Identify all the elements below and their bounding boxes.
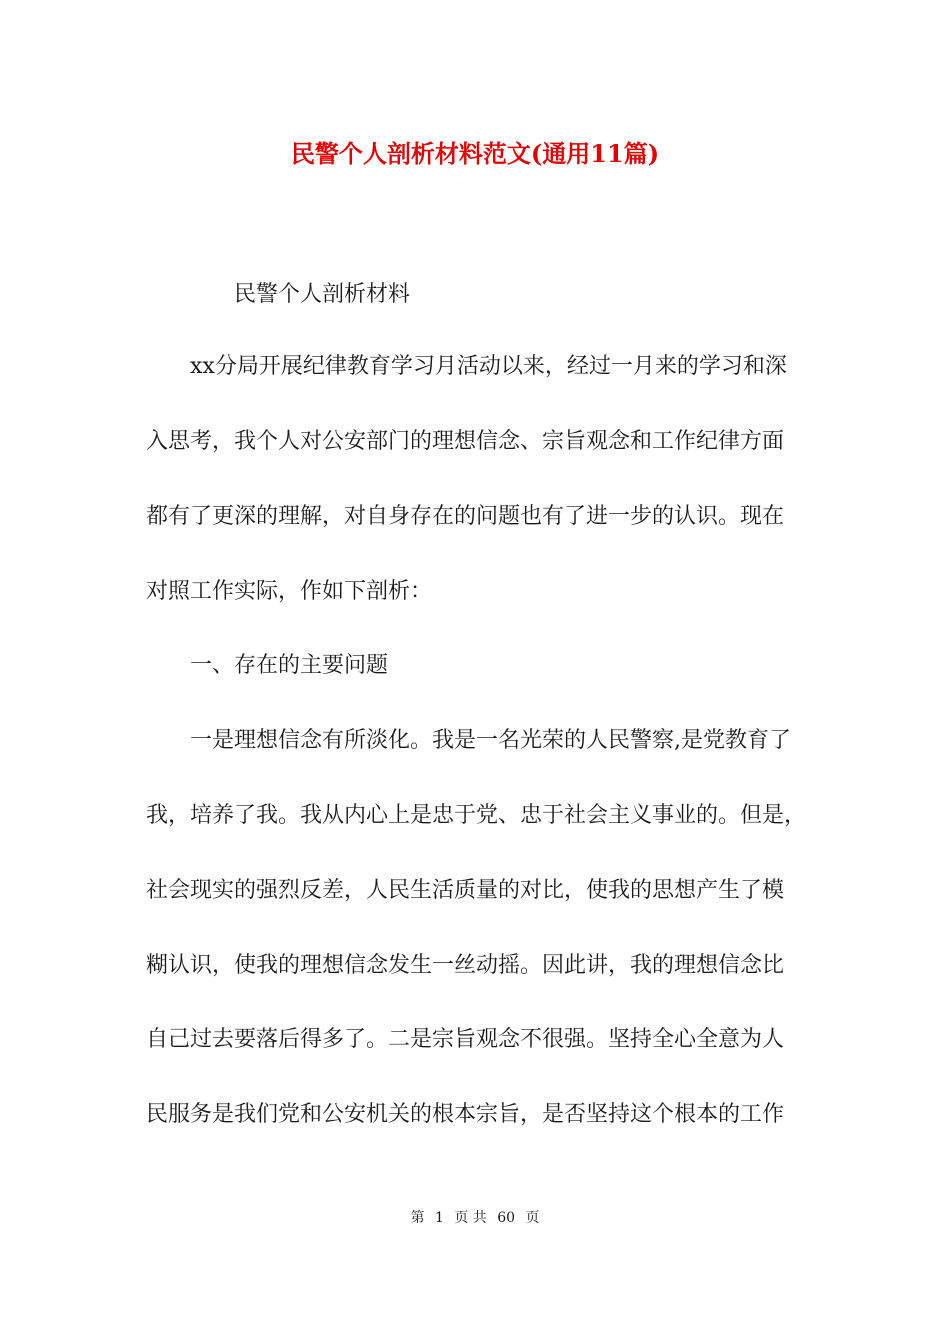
footer-current-page: 1 bbox=[434, 1210, 444, 1226]
paragraph-line: 民服务是我们党和公安机关的根本宗旨，是否坚持这个根本的工作 bbox=[146, 1102, 785, 1127]
footer-page-middle: 页 共 bbox=[454, 1210, 487, 1226]
footer-page-suffix: 页 bbox=[525, 1210, 540, 1226]
paragraph-line: 都有了更深的理解，对自身存在的问题也有了进一步的认识。现在 bbox=[146, 504, 785, 529]
paragraph-line: 社会现实的强烈反差，人民生活质量的对比，使我的思想产生了模 bbox=[146, 878, 785, 903]
paragraph-line: 自己过去要落后得多了。二是宗旨观念不很强。坚持全心全意为人 bbox=[146, 1027, 785, 1052]
page-footer bbox=[0, 1208, 950, 1228]
footer-total-pages: 60 bbox=[497, 1210, 516, 1226]
section-subtitle: 民警个人剖析材料 bbox=[234, 282, 411, 307]
paragraph-line: 一是理想信念有所淡化。我是一名光荣的人民警察,是党教育了 bbox=[190, 728, 791, 753]
footer-page-prefix: 第 bbox=[410, 1210, 425, 1226]
paragraph-line: 我，培养了我。我从内心上是忠于党、忠于社会主义事业的。但是， bbox=[146, 803, 807, 828]
document-title: 民警个人剖析材料范文(通用11篇) bbox=[290, 139, 660, 168]
paragraph-line: xx分局开展纪律教育学习月活动以来，经过一月来的学习和深 bbox=[190, 354, 787, 379]
paragraph-line: 入思考，我个人对公安部门的理想信念、宗旨观念和工作纪律方面 bbox=[146, 429, 785, 454]
section-heading: 一、存在的主要问题 bbox=[190, 653, 389, 678]
paragraph-line: 糊认识，使我的理想信念发生一丝动摇。因此讲，我的理想信念比 bbox=[146, 953, 785, 978]
paragraph-line: 对照工作实际，作如下剖析： bbox=[146, 579, 433, 604]
